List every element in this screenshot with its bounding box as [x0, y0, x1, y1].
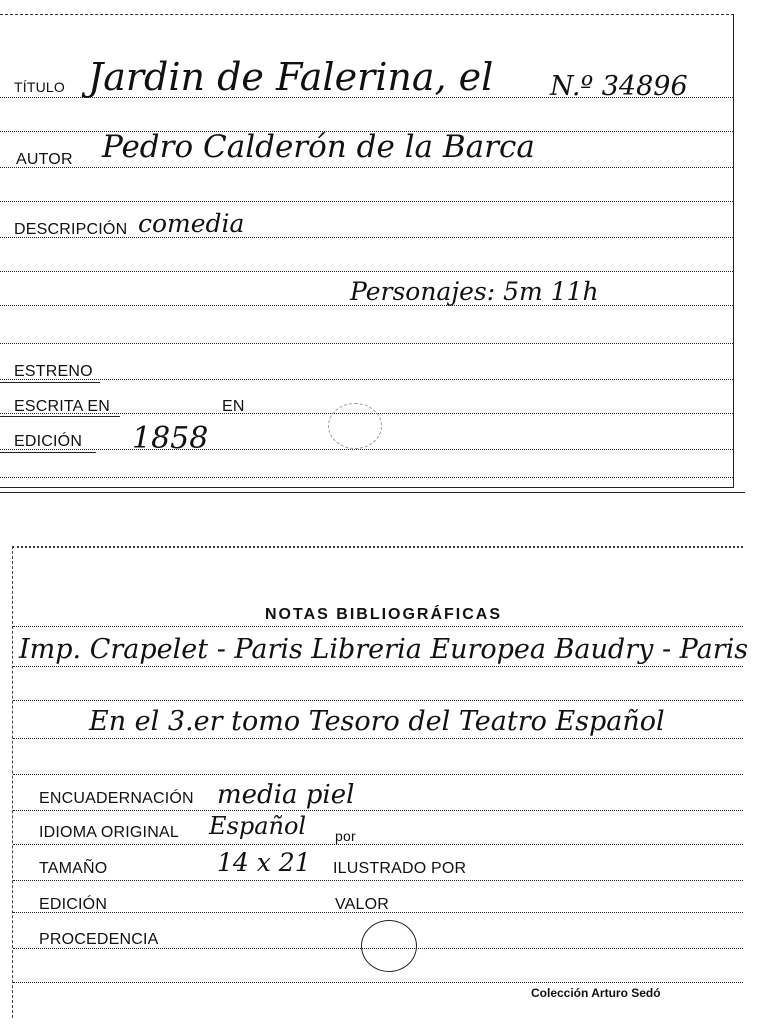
punch-hole: [328, 403, 382, 449]
edicion-label: EDICIÓN: [39, 896, 108, 913]
descripcion-label: DESCRIPCIÓN: [14, 221, 128, 238]
dotted-line: [0, 271, 733, 272]
dotted-line: [13, 982, 743, 983]
tamano-label: TAMAÑO: [39, 860, 108, 877]
dotted-line: [13, 626, 743, 627]
catalog-number: N.º 34896: [550, 71, 688, 102]
encuadernacion-label: ENCUADERNACIÓN: [39, 790, 194, 807]
label-underline: [0, 382, 100, 383]
titulo-value: Jardin de Falerina, el: [88, 55, 494, 99]
autor-value: Pedro Calderón de la Barca: [102, 129, 535, 165]
dotted-line: [0, 379, 733, 380]
dotted-line: [13, 844, 743, 845]
estreno-label: ESTRENO: [14, 363, 93, 380]
escrita-en-label: ESCRITA EN: [14, 398, 110, 415]
edicion-label: EDICIÓN: [14, 433, 83, 450]
edicion-value: 1858: [132, 421, 209, 456]
dotted-line: [13, 880, 743, 881]
dotted-line: [0, 167, 733, 168]
procedencia-label: PROCEDENCIA: [39, 931, 159, 948]
dotted-line: [13, 774, 743, 775]
por-label: por: [335, 828, 356, 844]
dotted-line: [0, 201, 733, 202]
dotted-line: [0, 477, 733, 478]
valor-label: VALOR: [335, 896, 390, 913]
idioma-original-value: Español: [209, 812, 307, 840]
punch-hole: [361, 920, 417, 972]
ilustrado-por-label: ILUSTRADO POR: [333, 860, 467, 877]
en-label: EN: [222, 398, 245, 415]
catalog-card-front: [0, 14, 734, 488]
dotted-line: [13, 810, 743, 811]
label-underline: [0, 452, 96, 453]
tamano-value: 14 x 21: [217, 848, 311, 877]
collection-credit: Colección Arturo Sedó: [531, 986, 661, 1000]
encuadernacion-value: media piel: [217, 780, 355, 810]
dotted-line: [0, 343, 733, 344]
dotted-line: [13, 738, 743, 739]
dotted-line: [0, 449, 733, 450]
label-underline: [0, 416, 120, 417]
idioma-original-label: IDIOMA ORIGINAL: [39, 824, 179, 841]
titulo-label: TÍTULO: [14, 79, 65, 95]
catalog-card-back: [12, 546, 749, 1018]
dotted-line: [13, 700, 743, 701]
notas-line-1: Imp. Crapelet - Paris Libreria Europea Baudry - Paris: [19, 634, 749, 665]
notas-line-2: En el 3.er tomo Tesoro del Teatro Español: [89, 706, 665, 737]
personajes-note: Personajes: 5m 11h: [350, 277, 599, 306]
card-separator: [0, 492, 745, 493]
autor-label: AUTOR: [16, 151, 73, 168]
descripcion-value: comedia: [138, 209, 245, 238]
notas-heading: NOTAS BIBLIOGRÁFICAS: [265, 606, 503, 623]
dotted-line: [13, 666, 743, 667]
